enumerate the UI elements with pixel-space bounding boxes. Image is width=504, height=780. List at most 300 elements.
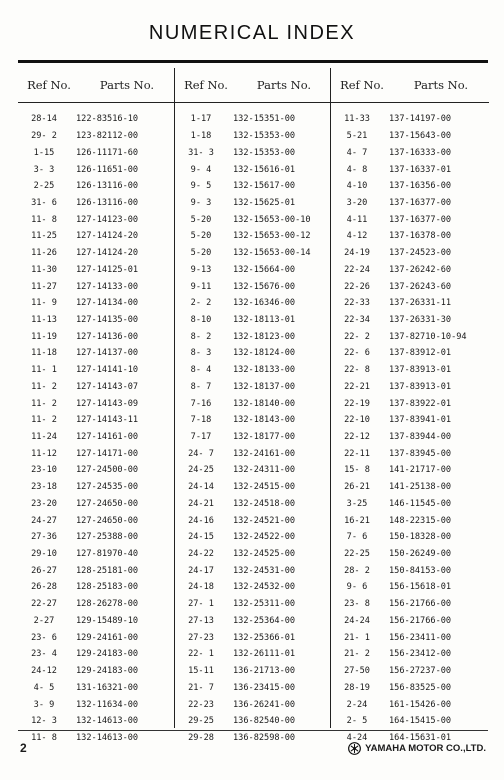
parts-no: 126-13116-00 bbox=[76, 197, 139, 208]
ref-no-header: Ref No. bbox=[340, 78, 384, 92]
ref-no: 24-24 bbox=[344, 615, 370, 626]
ref-no: 5-20 bbox=[190, 248, 212, 259]
parts-no: 126-13116-00 bbox=[76, 181, 139, 192]
parts-no: 128-25183-00 bbox=[76, 582, 139, 593]
table-row bbox=[175, 496, 331, 513]
parts-no: 127-24650-00 bbox=[76, 498, 139, 509]
parts-no: 148-22315-00 bbox=[389, 515, 452, 526]
ref-no: 22-12 bbox=[344, 432, 370, 443]
table-row bbox=[331, 111, 489, 128]
parts-no: 136-82598-00 bbox=[233, 732, 296, 743]
parts-no: 137-26331-30 bbox=[389, 314, 452, 325]
table-row bbox=[331, 178, 489, 195]
table-row bbox=[18, 379, 174, 396]
parts-no: 156-83525-00 bbox=[389, 682, 452, 693]
ref-no: 23-20 bbox=[31, 498, 57, 509]
ref-no: 27-23 bbox=[188, 632, 214, 643]
table-row bbox=[18, 730, 174, 747]
table-row bbox=[18, 529, 174, 546]
table-row bbox=[175, 613, 331, 630]
table-row bbox=[175, 144, 331, 161]
table-row bbox=[18, 713, 174, 730]
parts-no: 132-24532-00 bbox=[233, 582, 296, 593]
brand-name: YAMAHA MOTOR CO.,LTD. bbox=[365, 743, 486, 754]
table-row bbox=[331, 211, 489, 228]
ref-no: 7- 6 bbox=[346, 532, 368, 543]
table-row bbox=[18, 479, 174, 496]
parts-no: 126-11651-00 bbox=[76, 164, 139, 175]
parts-no: 129-15489-10 bbox=[76, 615, 139, 626]
ref-no: 22-27 bbox=[31, 599, 57, 610]
parts-no: 156-21766-00 bbox=[389, 599, 452, 610]
table-row bbox=[331, 278, 489, 295]
table-row bbox=[331, 479, 489, 496]
ref-no: 28-19 bbox=[344, 682, 370, 693]
ref-no: 11-25 bbox=[31, 231, 57, 242]
table-row bbox=[175, 596, 331, 613]
ref-no-header: Ref No. bbox=[184, 78, 228, 92]
ref-no: 3- 9 bbox=[33, 699, 55, 710]
ref-no: 4- 8 bbox=[346, 164, 368, 175]
ref-no: 15- 8 bbox=[344, 465, 370, 476]
index-column-3 bbox=[330, 68, 489, 743]
parts-no: 132-15353-00 bbox=[233, 131, 296, 142]
parts-no: 127-24650-00 bbox=[76, 515, 139, 526]
table-row bbox=[175, 228, 331, 245]
ref-no: 11-33 bbox=[344, 114, 370, 125]
table-row bbox=[18, 663, 174, 680]
ref-no: 27-13 bbox=[188, 615, 214, 626]
table-row bbox=[18, 178, 174, 195]
table-row bbox=[175, 412, 331, 429]
ref-no: 2- 5 bbox=[346, 716, 368, 727]
ref-no: 9-11 bbox=[190, 281, 212, 292]
parts-no: 141-25138-00 bbox=[389, 482, 452, 493]
numerical-index-table bbox=[18, 68, 488, 743]
ref-no: 31- 6 bbox=[31, 197, 57, 208]
ref-no: 11-18 bbox=[31, 348, 57, 359]
parts-no: 132-24311-00 bbox=[233, 465, 296, 476]
ref-no: 22-21 bbox=[344, 381, 370, 392]
table-row bbox=[331, 579, 489, 596]
table-row bbox=[331, 646, 489, 663]
table-row bbox=[331, 429, 489, 446]
ref-no: 5-20 bbox=[190, 214, 212, 225]
table-row bbox=[18, 228, 174, 245]
parts-no: 132-18143-00 bbox=[233, 415, 296, 426]
ref-no: 22-26 bbox=[344, 281, 370, 292]
table-row bbox=[331, 562, 489, 579]
parts-no: 164-15631-01 bbox=[389, 732, 452, 743]
ref-no: 21- 1 bbox=[344, 632, 370, 643]
ref-no: 22-19 bbox=[344, 398, 370, 409]
table-row bbox=[175, 278, 331, 295]
parts-no: 127-14136-00 bbox=[76, 331, 139, 342]
table-row bbox=[175, 713, 331, 730]
parts-no: 127-14123-00 bbox=[76, 214, 139, 225]
parts-no: 137-83913-01 bbox=[389, 365, 452, 376]
table-row bbox=[18, 295, 174, 312]
ref-no: 29-10 bbox=[31, 549, 57, 560]
table-row bbox=[331, 613, 489, 630]
table-row bbox=[331, 412, 489, 429]
ref-no: 23-18 bbox=[31, 482, 57, 493]
footer-rule bbox=[18, 730, 488, 731]
parts-no: 137-16377-00 bbox=[389, 214, 452, 225]
parts-no: 137-83945-00 bbox=[389, 448, 452, 459]
parts-no: 132-24522-00 bbox=[233, 532, 296, 543]
rows bbox=[175, 103, 331, 746]
parts-no: 137-83922-01 bbox=[389, 398, 452, 409]
parts-no: 127-25388-00 bbox=[76, 532, 139, 543]
ref-no: 26-27 bbox=[31, 565, 57, 576]
ref-no: 8- 4 bbox=[190, 365, 212, 376]
ref-no: 26-28 bbox=[31, 582, 57, 593]
parts-no: 132-24531-00 bbox=[233, 565, 296, 576]
parts-no: 127-24500-00 bbox=[76, 465, 139, 476]
ref-no: 8- 2 bbox=[190, 331, 212, 342]
ref-no: 11-30 bbox=[31, 264, 57, 275]
ref-no: 5-20 bbox=[190, 231, 212, 242]
parts-no: 137-16378-00 bbox=[389, 231, 452, 242]
table-row bbox=[331, 379, 489, 396]
parts-no: 132-24525-00 bbox=[233, 549, 296, 560]
parts-no: 150-26249-00 bbox=[389, 549, 452, 560]
table-row bbox=[175, 663, 331, 680]
parts-no: 132-15653-00-10 bbox=[233, 214, 311, 225]
column-header bbox=[175, 68, 331, 103]
parts-no: 132-16346-00 bbox=[233, 298, 296, 309]
parts-no: 132-15653-00-12 bbox=[233, 231, 311, 242]
parts-no: 136-82540-00 bbox=[233, 716, 296, 727]
parts-no: 150-18328-00 bbox=[389, 532, 452, 543]
ref-no: 16-21 bbox=[344, 515, 370, 526]
yamaha-logo-icon bbox=[348, 742, 361, 755]
ref-no: 24-18 bbox=[188, 582, 214, 593]
table-row bbox=[175, 646, 331, 663]
table-row bbox=[331, 261, 489, 278]
ref-no: 31- 3 bbox=[188, 147, 214, 158]
ref-no: 11-26 bbox=[31, 248, 57, 259]
ref-no: 9- 5 bbox=[190, 181, 212, 192]
table-row bbox=[331, 696, 489, 713]
ref-no: 11-13 bbox=[31, 314, 57, 325]
parts-no: 122-83516-10 bbox=[76, 114, 139, 125]
ref-no: 11- 8 bbox=[31, 214, 57, 225]
table-row bbox=[331, 629, 489, 646]
ref-no: 11-19 bbox=[31, 331, 57, 342]
ref-no: 28-14 bbox=[31, 114, 57, 125]
ref-no: 4-11 bbox=[346, 214, 368, 225]
table-row bbox=[331, 161, 489, 178]
table-row bbox=[175, 328, 331, 345]
parts-no: 131-16321-00 bbox=[76, 682, 139, 693]
ref-no: 4-12 bbox=[346, 231, 368, 242]
table-row bbox=[18, 496, 174, 513]
parts-no: 132-25311-00 bbox=[233, 599, 296, 610]
parts-no: 127-14141-10 bbox=[76, 365, 139, 376]
parts-no: 132-24521-00 bbox=[233, 515, 296, 526]
parts-no: 132-18113-01 bbox=[233, 314, 296, 325]
parts-no: 132-18133-00 bbox=[233, 365, 296, 376]
table-row bbox=[175, 362, 331, 379]
ref-no: 3-20 bbox=[346, 197, 368, 208]
parts-no: 146-11545-00 bbox=[389, 498, 452, 509]
ref-no: 24-25 bbox=[188, 465, 214, 476]
ref-no: 11- 2 bbox=[31, 398, 57, 409]
parts-no: 161-15426-00 bbox=[389, 699, 452, 710]
ref-no: 22-10 bbox=[344, 415, 370, 426]
table-row bbox=[175, 579, 331, 596]
parts-no: 132-26111-01 bbox=[233, 649, 296, 660]
table-row bbox=[331, 546, 489, 563]
ref-no: 24-21 bbox=[188, 498, 214, 509]
table-row bbox=[331, 529, 489, 546]
ref-no: 5-21 bbox=[346, 131, 368, 142]
parts-no: 127-14171-00 bbox=[76, 448, 139, 459]
parts-no: 141-21717-00 bbox=[389, 465, 452, 476]
column-header bbox=[331, 68, 489, 103]
ref-no: 11- 2 bbox=[31, 415, 57, 426]
ref-no: 28- 2 bbox=[344, 565, 370, 576]
parts-no: 132-15353-00 bbox=[233, 147, 296, 158]
table-row bbox=[175, 261, 331, 278]
parts-no: 129-24183-00 bbox=[76, 649, 139, 660]
table-row bbox=[18, 211, 174, 228]
table-row bbox=[331, 295, 489, 312]
ref-no: 8- 3 bbox=[190, 348, 212, 359]
ref-no: 4- 5 bbox=[33, 682, 55, 693]
ref-no: 24- 7 bbox=[188, 448, 214, 459]
parts-no: 132-18137-00 bbox=[233, 381, 296, 392]
table-row bbox=[18, 261, 174, 278]
parts-no: 127-14135-00 bbox=[76, 314, 139, 325]
table-row bbox=[175, 445, 331, 462]
parts-no: 156-15618-01 bbox=[389, 582, 452, 593]
table-row bbox=[175, 529, 331, 546]
ref-no: 29- 2 bbox=[31, 131, 57, 142]
ref-no: 1-17 bbox=[190, 114, 212, 125]
parts-no: 137-14197-00 bbox=[389, 114, 452, 125]
parts-no: 137-26243-60 bbox=[389, 281, 452, 292]
ref-no: 24-16 bbox=[188, 515, 214, 526]
parts-no: 127-14134-00 bbox=[76, 298, 139, 309]
table-row bbox=[331, 128, 489, 145]
parts-no: 129-24183-00 bbox=[76, 666, 139, 677]
ref-no: 23-10 bbox=[31, 465, 57, 476]
parts-no: 127-14143-09 bbox=[76, 398, 139, 409]
parts-no: 127-14124-20 bbox=[76, 248, 139, 259]
parts-no: 127-14161-00 bbox=[76, 432, 139, 443]
table-row bbox=[18, 462, 174, 479]
ref-no: 22-23 bbox=[188, 699, 214, 710]
table-row bbox=[331, 445, 489, 462]
ref-no: 22- 6 bbox=[344, 348, 370, 359]
table-row bbox=[175, 312, 331, 329]
table-row bbox=[175, 211, 331, 228]
ref-no: 24-12 bbox=[31, 666, 57, 677]
table-row bbox=[331, 713, 489, 730]
parts-no: 137-83941-01 bbox=[389, 415, 452, 426]
ref-no: 1-15 bbox=[33, 147, 55, 158]
table-row bbox=[175, 379, 331, 396]
ref-no: 23- 6 bbox=[31, 632, 57, 643]
table-row bbox=[331, 663, 489, 680]
table-row bbox=[331, 345, 489, 362]
table-row bbox=[331, 312, 489, 329]
table-row bbox=[175, 395, 331, 412]
table-row bbox=[18, 512, 174, 529]
ref-no: 11-24 bbox=[31, 432, 57, 443]
parts-no: 150-84153-00 bbox=[389, 565, 452, 576]
parts-no: 127-14143-07 bbox=[76, 381, 139, 392]
table-row bbox=[18, 278, 174, 295]
parts-no: 137-26242-60 bbox=[389, 264, 452, 275]
ref-no: 22-33 bbox=[344, 298, 370, 309]
ref-no: 27- 1 bbox=[188, 599, 214, 610]
ref-no: 21- 2 bbox=[344, 649, 370, 660]
table-row bbox=[18, 579, 174, 596]
ref-no: 4-10 bbox=[346, 181, 368, 192]
table-row bbox=[18, 128, 174, 145]
parts-no: 127-14137-00 bbox=[76, 348, 139, 359]
ref-no: 12- 3 bbox=[31, 716, 57, 727]
parts-no: 136-23415-00 bbox=[233, 682, 296, 693]
table-row bbox=[331, 512, 489, 529]
table-row bbox=[175, 562, 331, 579]
parts-no: 128-25181-00 bbox=[76, 565, 139, 576]
parts-no: 127-24535-00 bbox=[76, 482, 139, 493]
table-row bbox=[18, 546, 174, 563]
parts-no: 132-11634-00 bbox=[76, 699, 139, 710]
parts-no: 132-15664-00 bbox=[233, 264, 296, 275]
parts-no: 132-15653-00-14 bbox=[233, 248, 311, 259]
table-row bbox=[331, 144, 489, 161]
table-row bbox=[331, 362, 489, 379]
table-row bbox=[331, 679, 489, 696]
parts-no: 132-15617-00 bbox=[233, 181, 296, 192]
column-header bbox=[18, 68, 174, 103]
ref-no: 1-18 bbox=[190, 131, 212, 142]
ref-no: 7-16 bbox=[190, 398, 212, 409]
ref-no: 3- 3 bbox=[33, 164, 55, 175]
ref-no: 22-34 bbox=[344, 314, 370, 325]
table-row bbox=[18, 195, 174, 212]
ref-no: 9- 4 bbox=[190, 164, 212, 175]
parts-no: 164-15415-00 bbox=[389, 716, 452, 727]
table-row bbox=[18, 562, 174, 579]
parts-no: 132-25364-00 bbox=[233, 615, 296, 626]
parts-no: 127-81970-40 bbox=[76, 549, 139, 560]
ref-no: 27-36 bbox=[31, 532, 57, 543]
parts-no: 132-15351-00 bbox=[233, 114, 296, 125]
parts-no: 156-23411-00 bbox=[389, 632, 452, 643]
parts-no-header: Parts No. bbox=[413, 78, 469, 92]
ref-no: 9- 6 bbox=[346, 582, 368, 593]
table-row bbox=[18, 328, 174, 345]
table-row bbox=[331, 195, 489, 212]
parts-no: 132-14613-00 bbox=[76, 716, 139, 727]
ref-no: 23- 4 bbox=[31, 649, 57, 660]
table-row bbox=[18, 629, 174, 646]
parts-no: 137-16333-00 bbox=[389, 147, 452, 158]
ref-no: 2-27 bbox=[33, 615, 55, 626]
ref-no: 27-50 bbox=[344, 666, 370, 677]
parts-no: 156-21766-00 bbox=[389, 615, 452, 626]
ref-no: 11- 1 bbox=[31, 365, 57, 376]
ref-no: 9- 3 bbox=[190, 197, 212, 208]
ref-no: 7-17 bbox=[190, 432, 212, 443]
parts-no: 137-16356-00 bbox=[389, 181, 452, 192]
ref-no: 26-21 bbox=[344, 482, 370, 493]
parts-no: 137-16337-01 bbox=[389, 164, 452, 175]
ref-no: 9-13 bbox=[190, 264, 212, 275]
parts-no: 132-15676-00 bbox=[233, 281, 296, 292]
parts-no: 129-24161-00 bbox=[76, 632, 139, 643]
table-row bbox=[331, 496, 489, 513]
ref-no: 24-14 bbox=[188, 482, 214, 493]
parts-no: 137-15643-00 bbox=[389, 131, 452, 142]
table-row bbox=[18, 144, 174, 161]
parts-no: 127-14143-11 bbox=[76, 415, 139, 426]
ref-no: 22- 8 bbox=[344, 365, 370, 376]
parts-no: 137-83912-01 bbox=[389, 348, 452, 359]
table-row bbox=[18, 161, 174, 178]
table-row bbox=[18, 445, 174, 462]
ref-no: 24-27 bbox=[31, 515, 57, 526]
index-column-2 bbox=[174, 68, 331, 743]
ref-no: 11- 8 bbox=[31, 732, 57, 743]
parts-no: 127-14125-01 bbox=[76, 264, 139, 275]
table-row bbox=[175, 429, 331, 446]
ref-no: 8- 7 bbox=[190, 381, 212, 392]
parts-no: 123-82112-00 bbox=[76, 131, 139, 142]
table-row bbox=[18, 429, 174, 446]
table-row bbox=[331, 596, 489, 613]
parts-no: 132-15616-01 bbox=[233, 164, 296, 175]
table-row bbox=[175, 730, 331, 747]
ref-no: 4- 7 bbox=[346, 147, 368, 158]
brand-footer bbox=[348, 742, 486, 755]
table-row bbox=[175, 629, 331, 646]
ref-no: 24-15 bbox=[188, 532, 214, 543]
table-row bbox=[175, 195, 331, 212]
parts-no: 132-18140-00 bbox=[233, 398, 296, 409]
table-row bbox=[18, 412, 174, 429]
ref-no: 29-28 bbox=[188, 732, 214, 743]
top-rule bbox=[18, 60, 488, 63]
ref-no: 4-24 bbox=[346, 732, 368, 743]
parts-no: 137-82710-10-94 bbox=[389, 331, 467, 342]
ref-no: 3-25 bbox=[346, 498, 368, 509]
parts-no: 132-18123-00 bbox=[233, 331, 296, 342]
table-row bbox=[175, 696, 331, 713]
table-row bbox=[175, 245, 331, 262]
ref-no: 22-24 bbox=[344, 264, 370, 275]
table-row bbox=[331, 228, 489, 245]
parts-no: 136-21713-00 bbox=[233, 666, 296, 677]
parts-no-header: Parts No. bbox=[99, 78, 155, 92]
parts-no: 156-27237-00 bbox=[389, 666, 452, 677]
table-row bbox=[18, 111, 174, 128]
parts-no: 137-83913-01 bbox=[389, 381, 452, 392]
table-row bbox=[18, 696, 174, 713]
ref-no: 2- 2 bbox=[190, 298, 212, 309]
ref-no: 22-25 bbox=[344, 549, 370, 560]
table-row bbox=[175, 462, 331, 479]
page-title: NUMERICAL INDEX bbox=[148, 22, 356, 44]
table-row bbox=[18, 395, 174, 412]
